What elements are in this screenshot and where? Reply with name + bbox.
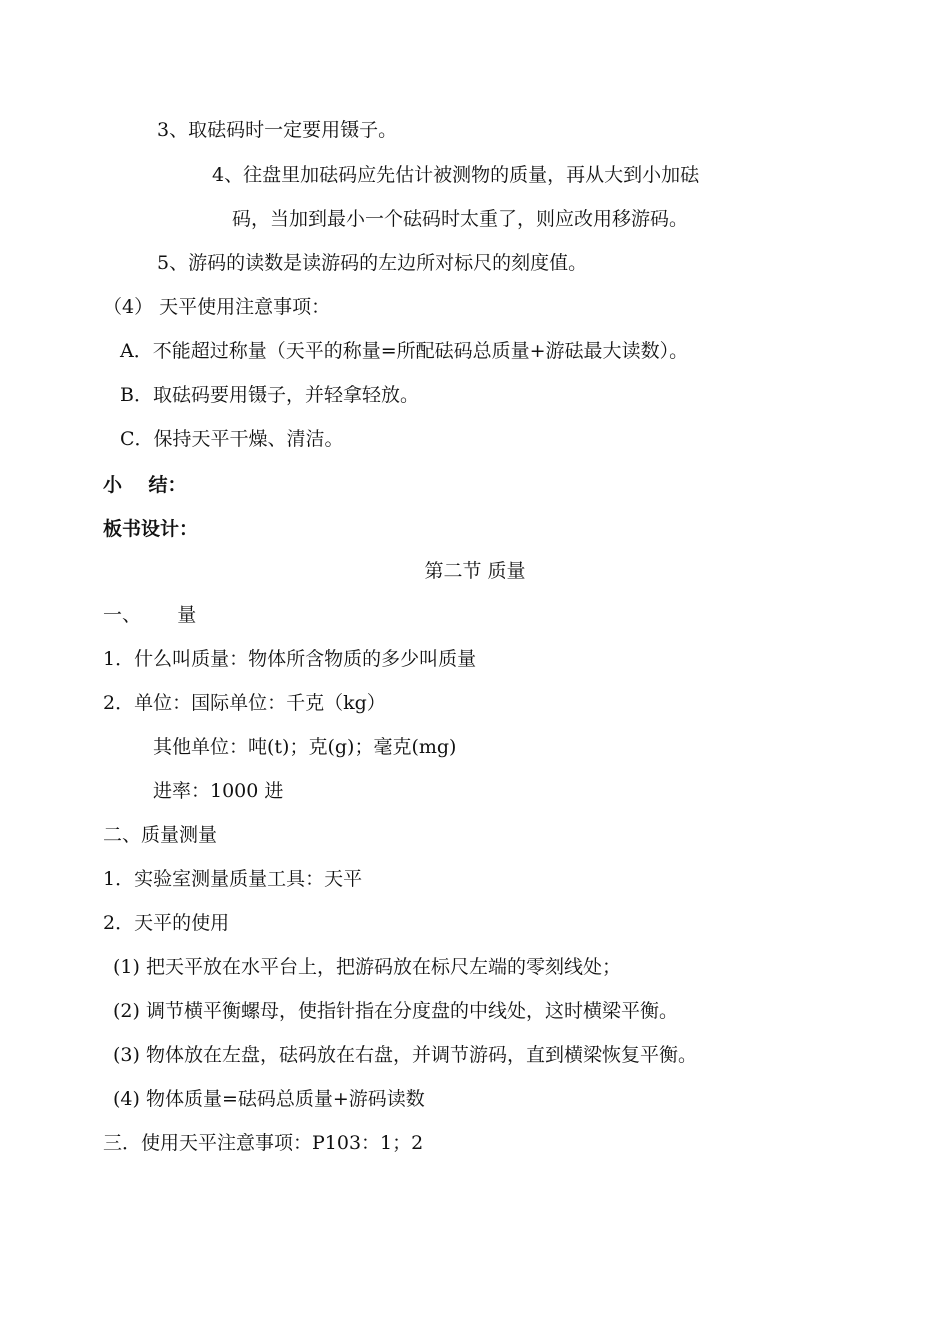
step-5: 5、游码的读数是读游码的左边所对标尺的刻度值。	[157, 252, 588, 274]
board-section-1: 一、 量	[103, 604, 197, 626]
step-4-line-2: 码，当加到最小一个砝码时太重了，则应改用移游码。	[232, 208, 689, 230]
board-item-2: 2．单位：国际单位：千克（kg）	[103, 692, 386, 714]
note-b: B．取砝码要用镊子，并轻拿轻放。	[120, 384, 419, 406]
step-4-line-1: 4、往盘里加砝码应先估计被测物的质量，再从大到小加砝	[212, 164, 700, 186]
note-c: C．保持天平干燥、清洁。	[120, 428, 344, 450]
board-procedure-1: (1) 把天平放在水平台上，把游码放在标尺左端的零刻线处；	[113, 956, 621, 978]
board-item-1: 1．什么叫质量：物体所含物质的多少叫质量	[103, 648, 477, 670]
step-3: 3、取砝码时一定要用镊子。	[157, 119, 398, 141]
board-section-2: 二、质量测量	[103, 824, 218, 846]
board-design-label: 板书设计：	[103, 518, 199, 540]
board-procedure-2: (2) 调节横平衡螺母，使指针指在分度盘的中线处，这时横梁平衡。	[113, 1000, 678, 1022]
board-item-2-rate: 进率：1000 进	[153, 780, 284, 802]
board-procedure-3: (3) 物体放在左盘，砝码放在右盘，并调节游码，直到横梁恢复平衡。	[113, 1044, 697, 1066]
board-procedure-4: (4) 物体质量=砝码总质量+游码读数	[113, 1088, 425, 1110]
board-section-3: 三．使用天平注意事项：P103：1；2	[103, 1132, 424, 1154]
board-title: 第二节 质量	[424, 560, 526, 582]
board-item-2-other-units: 其他单位：吨(t)；克(g)；毫克(mg)	[153, 736, 457, 758]
note-a: A．不能超过称量（天平的称量=所配砝码总质量+游砝最大读数）。	[120, 340, 689, 362]
notes-heading: （4） 天平使用注意事项：	[103, 296, 331, 318]
board-measure-2: 2．天平的使用	[103, 912, 230, 934]
board-measure-1: 1．实验室测量质量工具：天平	[103, 868, 363, 890]
summary-label: 小 结：	[103, 474, 187, 496]
